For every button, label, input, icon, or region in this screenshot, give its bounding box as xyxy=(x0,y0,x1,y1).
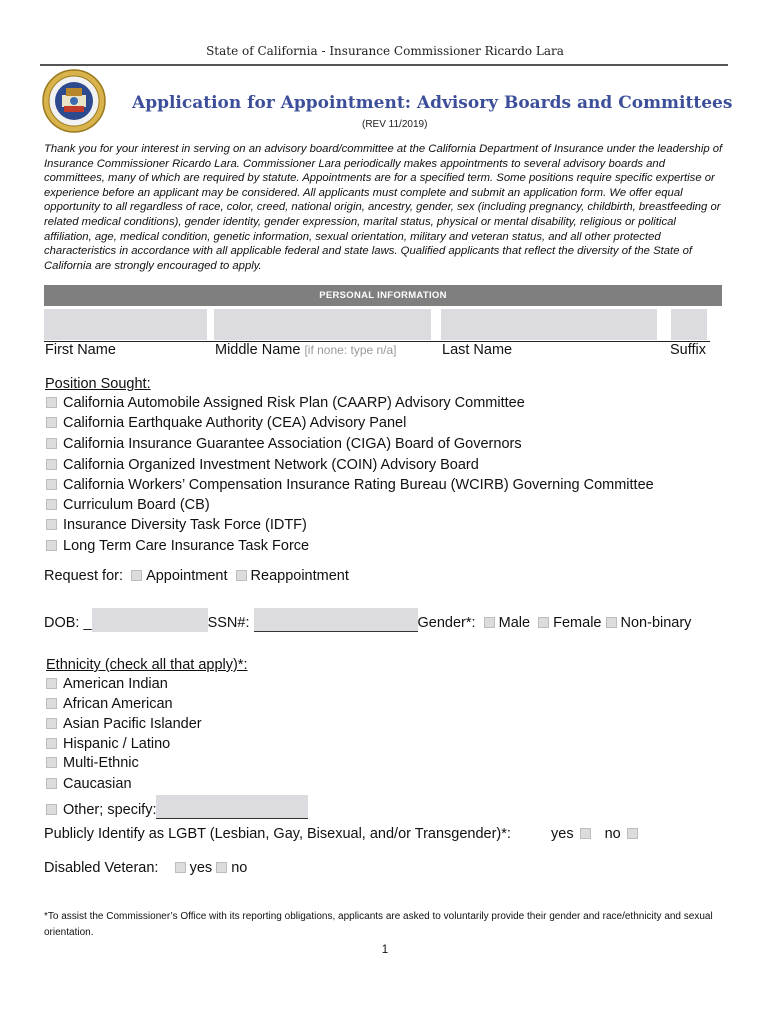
lgbt-no-checkbox[interactable] xyxy=(627,828,638,839)
position-option-wcirb[interactable] xyxy=(46,477,654,493)
form-title: Application for Appointment: Advisory Boards and Committees xyxy=(132,93,733,113)
checkbox-icon[interactable] xyxy=(46,698,57,709)
dob-ssn-gender-row xyxy=(44,608,691,632)
ethnicity-option[interactable] xyxy=(46,776,132,792)
dob-input[interactable] xyxy=(92,608,208,632)
veteran-yes-checkbox[interactable] xyxy=(175,862,186,873)
veteran-label: Disabled Veteran: xyxy=(44,860,159,876)
dob-leading-underscore: _ xyxy=(83,615,92,631)
last-name-label: Last Name xyxy=(442,342,513,358)
lgbt-no-label: no xyxy=(604,826,621,842)
position-option-idtf[interactable] xyxy=(46,517,307,533)
checkbox-icon[interactable] xyxy=(484,617,495,628)
gender-label: Gender*: xyxy=(417,615,476,631)
gender-nonbinary-option[interactable]: Non-binary xyxy=(620,615,692,631)
ethnicity-option-label: American Indian xyxy=(63,676,168,692)
checkbox-icon[interactable] xyxy=(46,397,57,408)
position-option-label: California Workers’ Compensation Insurance Rating Bureau (WCIRB) Governing Committee xyxy=(63,477,654,493)
reappointment-option[interactable]: Reappointment xyxy=(250,568,349,584)
last-name-input[interactable] xyxy=(441,309,657,340)
position-option-caarp[interactable] xyxy=(46,395,525,411)
lgbt-yes-label: yes xyxy=(551,826,574,842)
checkbox-icon[interactable] xyxy=(131,570,142,581)
request-for-row xyxy=(44,568,349,584)
checkbox-icon[interactable] xyxy=(46,499,57,510)
position-option-cea[interactable] xyxy=(46,415,406,431)
ethnicity-option-label: African American xyxy=(63,696,173,712)
california-insurance-seal-icon xyxy=(42,68,106,134)
checkbox-icon[interactable] xyxy=(46,417,57,428)
middle-name-input[interactable] xyxy=(214,309,431,340)
middle-name-label-text: Middle Name xyxy=(215,342,301,358)
gender-male-option[interactable]: Male xyxy=(498,615,531,631)
page-header: State of California - Insurance Commissioner Ricardo Lara xyxy=(206,44,564,58)
intro-paragraph: Thank you for your interest in serving on an advisory board/committee at the California Department of Insurance under the leadership of Insurance Commissioner Ricardo Lara. Commissioner Lara periodically makes appointments to several advisory boards and committees, many of which are required by statute. Appointments are for a specified term. Some positions require specific expertise or experience before an applicant may be considered. All applicants must complete and submit an application form. We offer equal opportunity to all regardless of race, color, creed, national origin, ancestry, gender, sex (including pregnancy, childbirth, breastfeeding or related medical conditions), gender identity, gender expression, marital status, physical or mental disability, religious or political affiliation, age, medical condition, genetic information, sexual orientation, military and veteran status, and all other protected characteristics in accordance with all applicable federal and state laws. Qualified applicants that reflect the diversity of the State of California are strongly encouraged to apply. xyxy=(44,143,723,272)
checkbox-icon[interactable] xyxy=(46,757,57,768)
first-name-input[interactable] xyxy=(44,309,207,340)
checkbox-icon[interactable] xyxy=(46,738,57,749)
checkbox-icon[interactable] xyxy=(46,438,57,449)
position-option-label: California Automobile Assigned Risk Plan (CAARP) Advisory Committee xyxy=(63,395,525,411)
ethnicity-option-label: Hispanic / Latino xyxy=(63,736,171,752)
checkbox-icon[interactable] xyxy=(46,804,57,815)
position-option-label: California Organized Investment Network (COIN) Advisory Board xyxy=(63,457,479,473)
suffix-label: Suffix xyxy=(670,342,707,358)
ssn-label: SSN#: xyxy=(207,615,250,631)
lgbt-options xyxy=(551,826,644,842)
position-option-ciga[interactable] xyxy=(46,436,522,452)
middle-name-hint: [if none: type n/a] xyxy=(304,343,397,357)
dob-label: DOB: xyxy=(44,615,80,631)
checkbox-icon[interactable] xyxy=(236,570,247,581)
ethnicity-option-label: Asian Pacific Islander xyxy=(63,716,202,732)
lgbt-yes-checkbox[interactable] xyxy=(580,828,591,839)
position-option-label: Long Term Care Insurance Task Force xyxy=(63,538,310,554)
position-option-ltc[interactable] xyxy=(46,538,309,554)
position-option-cb[interactable] xyxy=(46,497,210,513)
suffix-input[interactable] xyxy=(671,309,707,340)
veteran-no-checkbox[interactable] xyxy=(216,862,227,873)
section-header-personal-information: PERSONAL INFORMATION xyxy=(44,285,722,306)
revision-label: (REV 11/2019) xyxy=(362,119,428,130)
ethnicity-option[interactable] xyxy=(46,696,173,712)
veteran-no-label: no xyxy=(231,860,248,876)
ethnicity-heading: Ethnicity (check all that apply)*: xyxy=(46,657,248,673)
position-option-label: Insurance Diversity Task Force (IDTF) xyxy=(63,517,307,533)
checkbox-icon[interactable] xyxy=(46,540,57,551)
request-for-label: Request for: xyxy=(44,568,123,584)
checkbox-icon[interactable] xyxy=(46,479,57,490)
position-option-label: California Earthquake Authority (CEA) Advisory Panel xyxy=(63,415,407,431)
position-option-label: California Insurance Guarantee Association (CIGA) Board of Governors xyxy=(63,436,522,452)
middle-name-label xyxy=(215,342,397,358)
ssn-input[interactable] xyxy=(254,608,418,632)
veteran-yes-label: yes xyxy=(189,860,213,876)
checkbox-icon[interactable] xyxy=(46,678,57,689)
footnote: *To assist the Commissioner’s Office with its reporting obligations, applicants are asked to voluntarily provide their gender and race/ethnicity and sexual orientation. xyxy=(44,911,713,938)
position-sought-heading: Position Sought: xyxy=(45,376,151,392)
checkbox-icon[interactable] xyxy=(46,778,57,789)
ethnicity-option[interactable] xyxy=(46,755,139,771)
ethnicity-option[interactable] xyxy=(46,716,202,732)
first-name-label: First Name xyxy=(45,342,116,358)
veteran-row xyxy=(44,860,247,876)
checkbox-icon[interactable] xyxy=(46,519,57,530)
checkbox-icon[interactable] xyxy=(46,459,57,470)
ethnicity-option-label: Caucasian xyxy=(63,776,132,792)
checkbox-icon[interactable] xyxy=(538,617,549,628)
ethnicity-option[interactable] xyxy=(46,736,170,752)
ethnicity-option[interactable] xyxy=(46,676,168,692)
position-option-coin[interactable] xyxy=(46,457,479,473)
checkbox-icon[interactable] xyxy=(46,718,57,729)
position-option-label: Curriculum Board (CB) xyxy=(63,497,210,513)
ethnicity-other-label: Other; specify: xyxy=(63,802,157,818)
ethnicity-option-label: Multi-Ethnic xyxy=(63,755,139,771)
header-divider xyxy=(40,64,728,66)
gender-female-option[interactable]: Female xyxy=(553,615,602,631)
lgbt-label: Publicly Identify as LGBT (Lesbian, Gay, Bisexual, and/or Transgender)*: xyxy=(44,826,511,842)
checkbox-icon[interactable] xyxy=(606,617,617,628)
ethnicity-other-input[interactable] xyxy=(156,795,308,819)
ethnicity-other-option[interactable] xyxy=(46,795,308,819)
appointment-option[interactable]: Appointment xyxy=(146,568,228,584)
page-number: 1 xyxy=(381,944,389,956)
